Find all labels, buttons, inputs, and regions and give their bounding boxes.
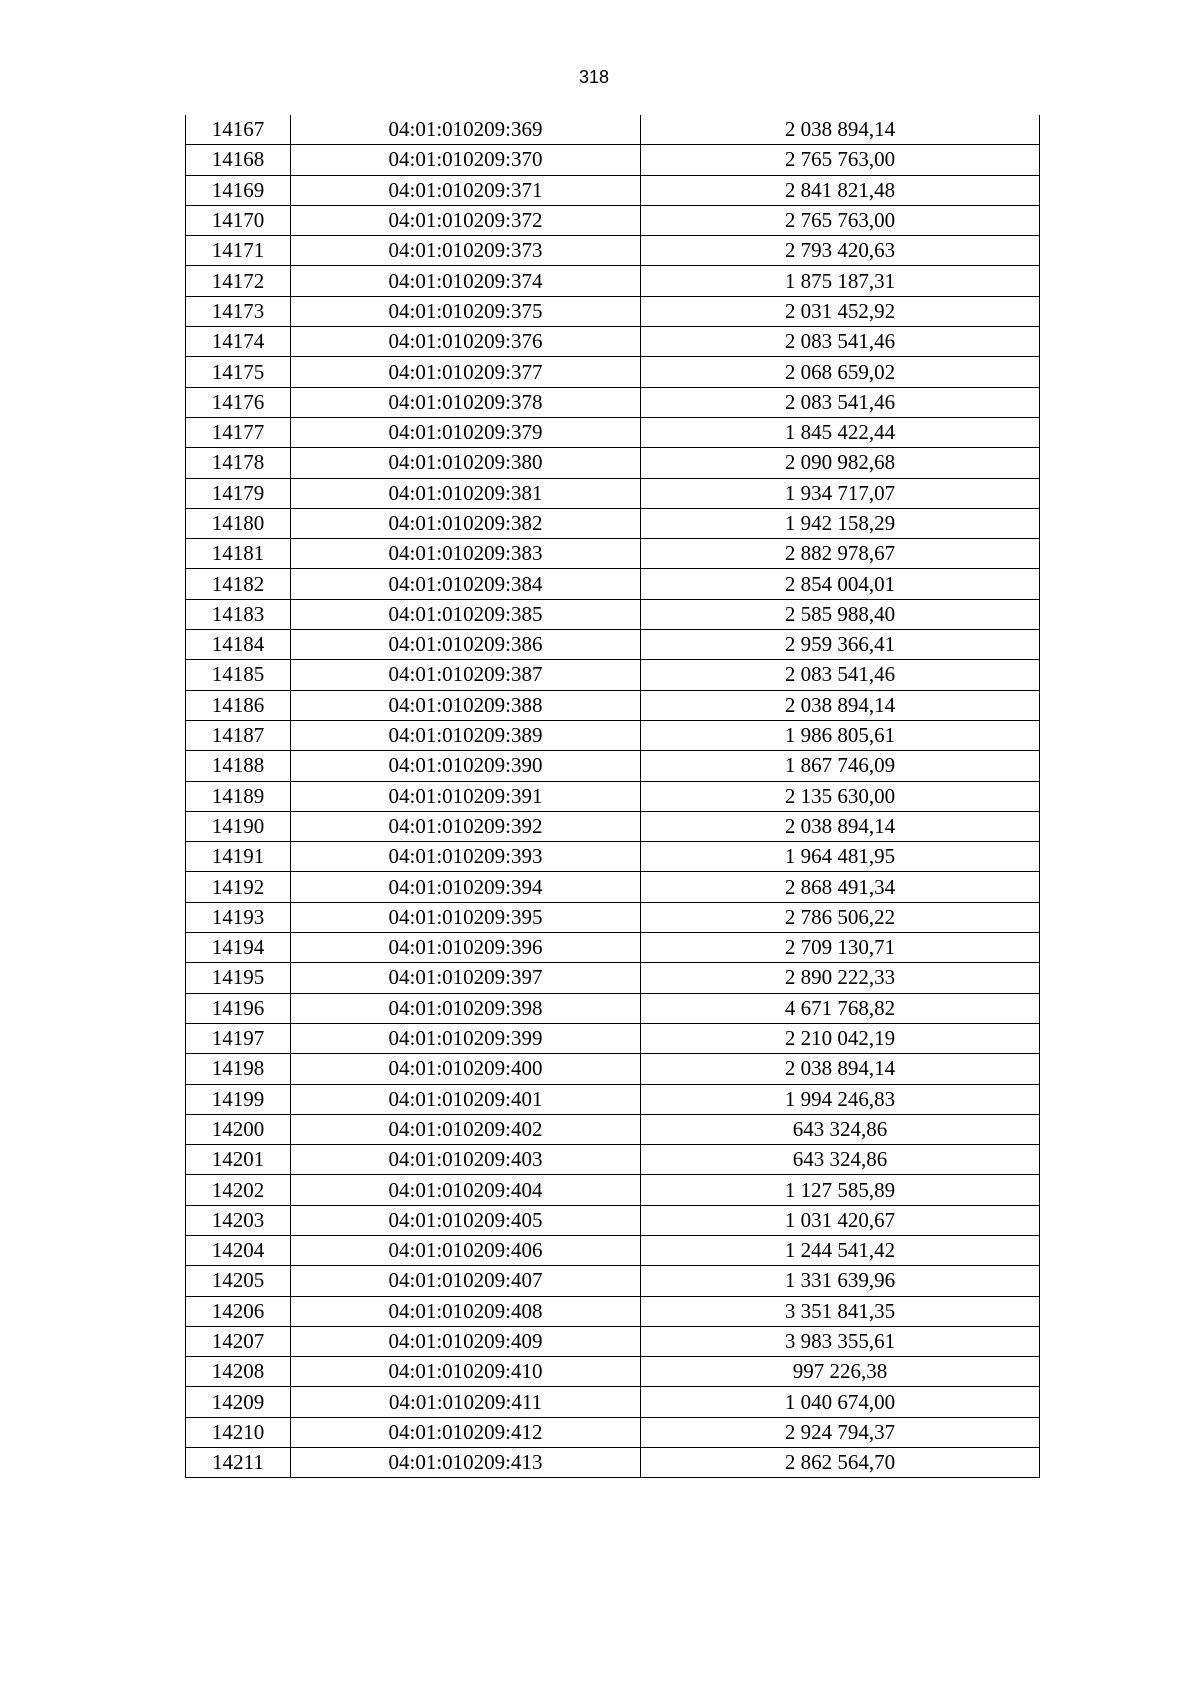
table-row bbox=[186, 1084, 1040, 1114]
row-number-cell: 14191 bbox=[186, 842, 291, 872]
table-row bbox=[186, 387, 1040, 417]
cadastral-value-cell: 2 890 222,33 bbox=[641, 963, 1040, 993]
cadastral-value-cell: 1 986 805,61 bbox=[641, 720, 1040, 750]
cadastral-value-cell: 997 226,38 bbox=[641, 1357, 1040, 1387]
cadastral-number-cell: 04:01:010209:376 bbox=[291, 327, 641, 357]
row-number-cell: 14190 bbox=[186, 811, 291, 841]
table-row bbox=[186, 933, 1040, 963]
row-number-cell: 14170 bbox=[186, 205, 291, 235]
table-row bbox=[186, 1357, 1040, 1387]
row-number-cell: 14201 bbox=[186, 1145, 291, 1175]
cadastral-number-cell: 04:01:010209:380 bbox=[291, 448, 641, 478]
table-row bbox=[186, 115, 1040, 145]
cadastral-value-cell: 643 324,86 bbox=[641, 1114, 1040, 1144]
cadastral-value-cell: 3 983 355,61 bbox=[641, 1326, 1040, 1356]
table-row bbox=[186, 842, 1040, 872]
row-number-cell: 14195 bbox=[186, 963, 291, 993]
cadastral-value-cell: 2 038 894,14 bbox=[641, 690, 1040, 720]
cadastral-value-cell: 643 324,86 bbox=[641, 1145, 1040, 1175]
cadastral-number-cell: 04:01:010209:408 bbox=[291, 1296, 641, 1326]
row-number-cell: 14208 bbox=[186, 1357, 291, 1387]
row-number-cell: 14173 bbox=[186, 296, 291, 326]
table-row bbox=[186, 1023, 1040, 1053]
cadastral-number-cell: 04:01:010209:388 bbox=[291, 690, 641, 720]
cadastral-number-cell: 04:01:010209:401 bbox=[291, 1084, 641, 1114]
row-number-cell: 14167 bbox=[186, 115, 291, 145]
cadastral-number-cell: 04:01:010209:387 bbox=[291, 660, 641, 690]
row-number-cell: 14210 bbox=[186, 1417, 291, 1447]
cadastral-number-cell: 04:01:010209:381 bbox=[291, 478, 641, 508]
row-number-cell: 14197 bbox=[186, 1023, 291, 1053]
cadastral-number-cell: 04:01:010209:392 bbox=[291, 811, 641, 841]
cadastral-number-cell: 04:01:010209:398 bbox=[291, 993, 641, 1023]
row-number-cell: 14174 bbox=[186, 327, 291, 357]
table-row bbox=[186, 751, 1040, 781]
cadastral-number-cell: 04:01:010209:379 bbox=[291, 417, 641, 447]
table-row bbox=[186, 993, 1040, 1023]
row-number-cell: 14196 bbox=[186, 993, 291, 1023]
table-row bbox=[186, 145, 1040, 175]
row-number-cell: 14205 bbox=[186, 1266, 291, 1296]
cadastral-number-cell: 04:01:010209:400 bbox=[291, 1054, 641, 1084]
cadastral-value-cell: 1 040 674,00 bbox=[641, 1387, 1040, 1417]
cadastral-value-cell: 1 964 481,95 bbox=[641, 842, 1040, 872]
table-row bbox=[186, 599, 1040, 629]
table-row bbox=[186, 478, 1040, 508]
cadastral-number-cell: 04:01:010209:386 bbox=[291, 630, 641, 660]
cadastral-number-cell: 04:01:010209:373 bbox=[291, 236, 641, 266]
page-number: 318 bbox=[578, 67, 610, 87]
cadastral-value-cell: 2 031 452,92 bbox=[641, 296, 1040, 326]
cadastral-number-cell: 04:01:010209:378 bbox=[291, 387, 641, 417]
table-row bbox=[186, 1175, 1040, 1205]
table-row bbox=[186, 448, 1040, 478]
cadastral-number-cell: 04:01:010209:394 bbox=[291, 872, 641, 902]
cadastral-number-cell: 04:01:010209:377 bbox=[291, 357, 641, 387]
table-row bbox=[186, 296, 1040, 326]
cadastral-value-cell: 2 862 564,70 bbox=[641, 1448, 1040, 1478]
cadastral-value-cell: 2 786 506,22 bbox=[641, 902, 1040, 932]
row-number-cell: 14178 bbox=[186, 448, 291, 478]
cadastral-number-cell: 04:01:010209:384 bbox=[291, 569, 641, 599]
row-number-cell: 14184 bbox=[186, 630, 291, 660]
cadastral-value-cell: 1 331 639,96 bbox=[641, 1266, 1040, 1296]
cadastral-value-cell: 2 068 659,02 bbox=[641, 357, 1040, 387]
table-row bbox=[186, 508, 1040, 538]
row-number-cell: 14180 bbox=[186, 508, 291, 538]
cadastral-number-cell: 04:01:010209:402 bbox=[291, 1114, 641, 1144]
row-number-cell: 14169 bbox=[186, 175, 291, 205]
row-number-cell: 14182 bbox=[186, 569, 291, 599]
table-row bbox=[186, 1387, 1040, 1417]
cadastral-number-cell: 04:01:010209:411 bbox=[291, 1387, 641, 1417]
cadastral-value-cell: 2 038 894,14 bbox=[641, 811, 1040, 841]
cadastral-value-cell: 2 882 978,67 bbox=[641, 539, 1040, 569]
table-row bbox=[186, 175, 1040, 205]
row-number-cell: 14206 bbox=[186, 1296, 291, 1326]
cadastral-number-cell: 04:01:010209:405 bbox=[291, 1205, 641, 1235]
cadastral-value-cell: 1 244 541,42 bbox=[641, 1235, 1040, 1265]
row-number-cell: 14189 bbox=[186, 781, 291, 811]
cadastral-value-cell: 2 083 541,46 bbox=[641, 660, 1040, 690]
table-row bbox=[186, 690, 1040, 720]
table-row bbox=[186, 357, 1040, 387]
cadastral-number-cell: 04:01:010209:399 bbox=[291, 1023, 641, 1053]
row-number-cell: 14186 bbox=[186, 690, 291, 720]
table-row bbox=[186, 630, 1040, 660]
table-row bbox=[186, 1145, 1040, 1175]
table-row bbox=[186, 811, 1040, 841]
row-number-cell: 14198 bbox=[186, 1054, 291, 1084]
row-number-cell: 14185 bbox=[186, 660, 291, 690]
cadastral-value-cell: 2 765 763,00 bbox=[641, 145, 1040, 175]
table-row bbox=[186, 569, 1040, 599]
table-row bbox=[186, 660, 1040, 690]
row-number-cell: 14194 bbox=[186, 933, 291, 963]
row-number-cell: 14177 bbox=[186, 417, 291, 447]
table-row bbox=[186, 327, 1040, 357]
table-row bbox=[186, 720, 1040, 750]
row-number-cell: 14183 bbox=[186, 599, 291, 629]
cadastral-number-cell: 04:01:010209:395 bbox=[291, 902, 641, 932]
cadastral-number-cell: 04:01:010209:391 bbox=[291, 781, 641, 811]
row-number-cell: 14187 bbox=[186, 720, 291, 750]
cadastral-value-cell: 2 924 794,37 bbox=[641, 1417, 1040, 1447]
cadastral-number-cell: 04:01:010209:396 bbox=[291, 933, 641, 963]
cadastral-number-cell: 04:01:010209:369 bbox=[291, 115, 641, 145]
row-number-cell: 14179 bbox=[186, 478, 291, 508]
row-number-cell: 14211 bbox=[186, 1448, 291, 1478]
cadastral-number-cell: 04:01:010209:390 bbox=[291, 751, 641, 781]
cadastral-value-cell: 2 709 130,71 bbox=[641, 933, 1040, 963]
cadastral-number-cell: 04:01:010209:407 bbox=[291, 1266, 641, 1296]
cadastral-value-cell: 2 959 366,41 bbox=[641, 630, 1040, 660]
cadastral-value-cell: 1 994 246,83 bbox=[641, 1084, 1040, 1114]
cadastral-number-cell: 04:01:010209:410 bbox=[291, 1357, 641, 1387]
table-row bbox=[186, 1054, 1040, 1084]
cadastral-value-cell: 2 135 630,00 bbox=[641, 781, 1040, 811]
table-row bbox=[186, 417, 1040, 447]
cadastral-number-cell: 04:01:010209:393 bbox=[291, 842, 641, 872]
row-number-cell: 14207 bbox=[186, 1326, 291, 1356]
cadastral-number-cell: 04:01:010209:383 bbox=[291, 539, 641, 569]
row-number-cell: 14188 bbox=[186, 751, 291, 781]
cadastral-number-cell: 04:01:010209:372 bbox=[291, 205, 641, 235]
cadastral-number-cell: 04:01:010209:371 bbox=[291, 175, 641, 205]
table-row bbox=[186, 1326, 1040, 1356]
cadastral-value-cell: 2 868 491,34 bbox=[641, 872, 1040, 902]
cadastral-value-cell: 2 038 894,14 bbox=[641, 1054, 1040, 1084]
cadastral-number-cell: 04:01:010209:382 bbox=[291, 508, 641, 538]
cadastral-number-cell: 04:01:010209:370 bbox=[291, 145, 641, 175]
cadastral-value-cell: 2 854 004,01 bbox=[641, 569, 1040, 599]
table-row bbox=[186, 1448, 1040, 1478]
table-body bbox=[186, 115, 1040, 1478]
cadastral-value-cell: 1 942 158,29 bbox=[641, 508, 1040, 538]
cadastral-number-cell: 04:01:010209:385 bbox=[291, 599, 641, 629]
table-row bbox=[186, 1296, 1040, 1326]
cadastral-number-cell: 04:01:010209:409 bbox=[291, 1326, 641, 1356]
cadastral-value-cell: 2 038 894,14 bbox=[641, 115, 1040, 145]
cadastral-value-cell: 2 090 982,68 bbox=[641, 448, 1040, 478]
table-row bbox=[186, 236, 1040, 266]
row-number-cell: 14171 bbox=[186, 236, 291, 266]
cadastral-value-cell: 4 671 768,82 bbox=[641, 993, 1040, 1023]
row-number-cell: 14202 bbox=[186, 1175, 291, 1205]
cadastral-number-cell: 04:01:010209:406 bbox=[291, 1235, 641, 1265]
cadastral-value-cell: 2 083 541,46 bbox=[641, 327, 1040, 357]
cadastral-number-cell: 04:01:010209:397 bbox=[291, 963, 641, 993]
table-row bbox=[186, 1114, 1040, 1144]
row-number-cell: 14193 bbox=[186, 902, 291, 932]
cadastral-value-cell: 2 793 420,63 bbox=[641, 236, 1040, 266]
cadastral-number-cell: 04:01:010209:389 bbox=[291, 720, 641, 750]
row-number-cell: 14181 bbox=[186, 539, 291, 569]
cadastral-value-cell: 2 210 042,19 bbox=[641, 1023, 1040, 1053]
cadastral-value-cell: 3 351 841,35 bbox=[641, 1296, 1040, 1326]
table-row bbox=[186, 1205, 1040, 1235]
table-row bbox=[186, 1266, 1040, 1296]
row-number-cell: 14192 bbox=[186, 872, 291, 902]
table-row bbox=[186, 1417, 1040, 1447]
table-row bbox=[186, 539, 1040, 569]
cadastral-value-cell: 1 031 420,67 bbox=[641, 1205, 1040, 1235]
row-number-cell: 14199 bbox=[186, 1084, 291, 1114]
table-row bbox=[186, 963, 1040, 993]
cadastral-number-cell: 04:01:010209:374 bbox=[291, 266, 641, 296]
table-row bbox=[186, 902, 1040, 932]
table-row bbox=[186, 1235, 1040, 1265]
row-number-cell: 14175 bbox=[186, 357, 291, 387]
cadastral-value-cell: 1 867 746,09 bbox=[641, 751, 1040, 781]
table-row bbox=[186, 266, 1040, 296]
cadastral-value-table bbox=[185, 115, 1040, 1478]
cadastral-value-cell: 1 934 717,07 bbox=[641, 478, 1040, 508]
row-number-cell: 14209 bbox=[186, 1387, 291, 1417]
cadastral-number-cell: 04:01:010209:404 bbox=[291, 1175, 641, 1205]
cadastral-number-cell: 04:01:010209:412 bbox=[291, 1417, 641, 1447]
cadastral-number-cell: 04:01:010209:403 bbox=[291, 1145, 641, 1175]
cadastral-value-cell: 2 585 988,40 bbox=[641, 599, 1040, 629]
table-row bbox=[186, 872, 1040, 902]
table-row bbox=[186, 205, 1040, 235]
cadastral-value-cell: 2 083 541,46 bbox=[641, 387, 1040, 417]
cadastral-value-cell: 2 765 763,00 bbox=[641, 205, 1040, 235]
row-number-cell: 14176 bbox=[186, 387, 291, 417]
cadastral-number-cell: 04:01:010209:413 bbox=[291, 1448, 641, 1478]
row-number-cell: 14168 bbox=[186, 145, 291, 175]
cadastral-value-cell: 1 875 187,31 bbox=[641, 266, 1040, 296]
row-number-cell: 14200 bbox=[186, 1114, 291, 1144]
cadastral-value-cell: 1 845 422,44 bbox=[641, 417, 1040, 447]
row-number-cell: 14204 bbox=[186, 1235, 291, 1265]
cadastral-value-cell: 2 841 821,48 bbox=[641, 175, 1040, 205]
table-row bbox=[186, 781, 1040, 811]
row-number-cell: 14172 bbox=[186, 266, 291, 296]
cadastral-value-cell: 1 127 585,89 bbox=[641, 1175, 1040, 1205]
cadastral-number-cell: 04:01:010209:375 bbox=[291, 296, 641, 326]
row-number-cell: 14203 bbox=[186, 1205, 291, 1235]
